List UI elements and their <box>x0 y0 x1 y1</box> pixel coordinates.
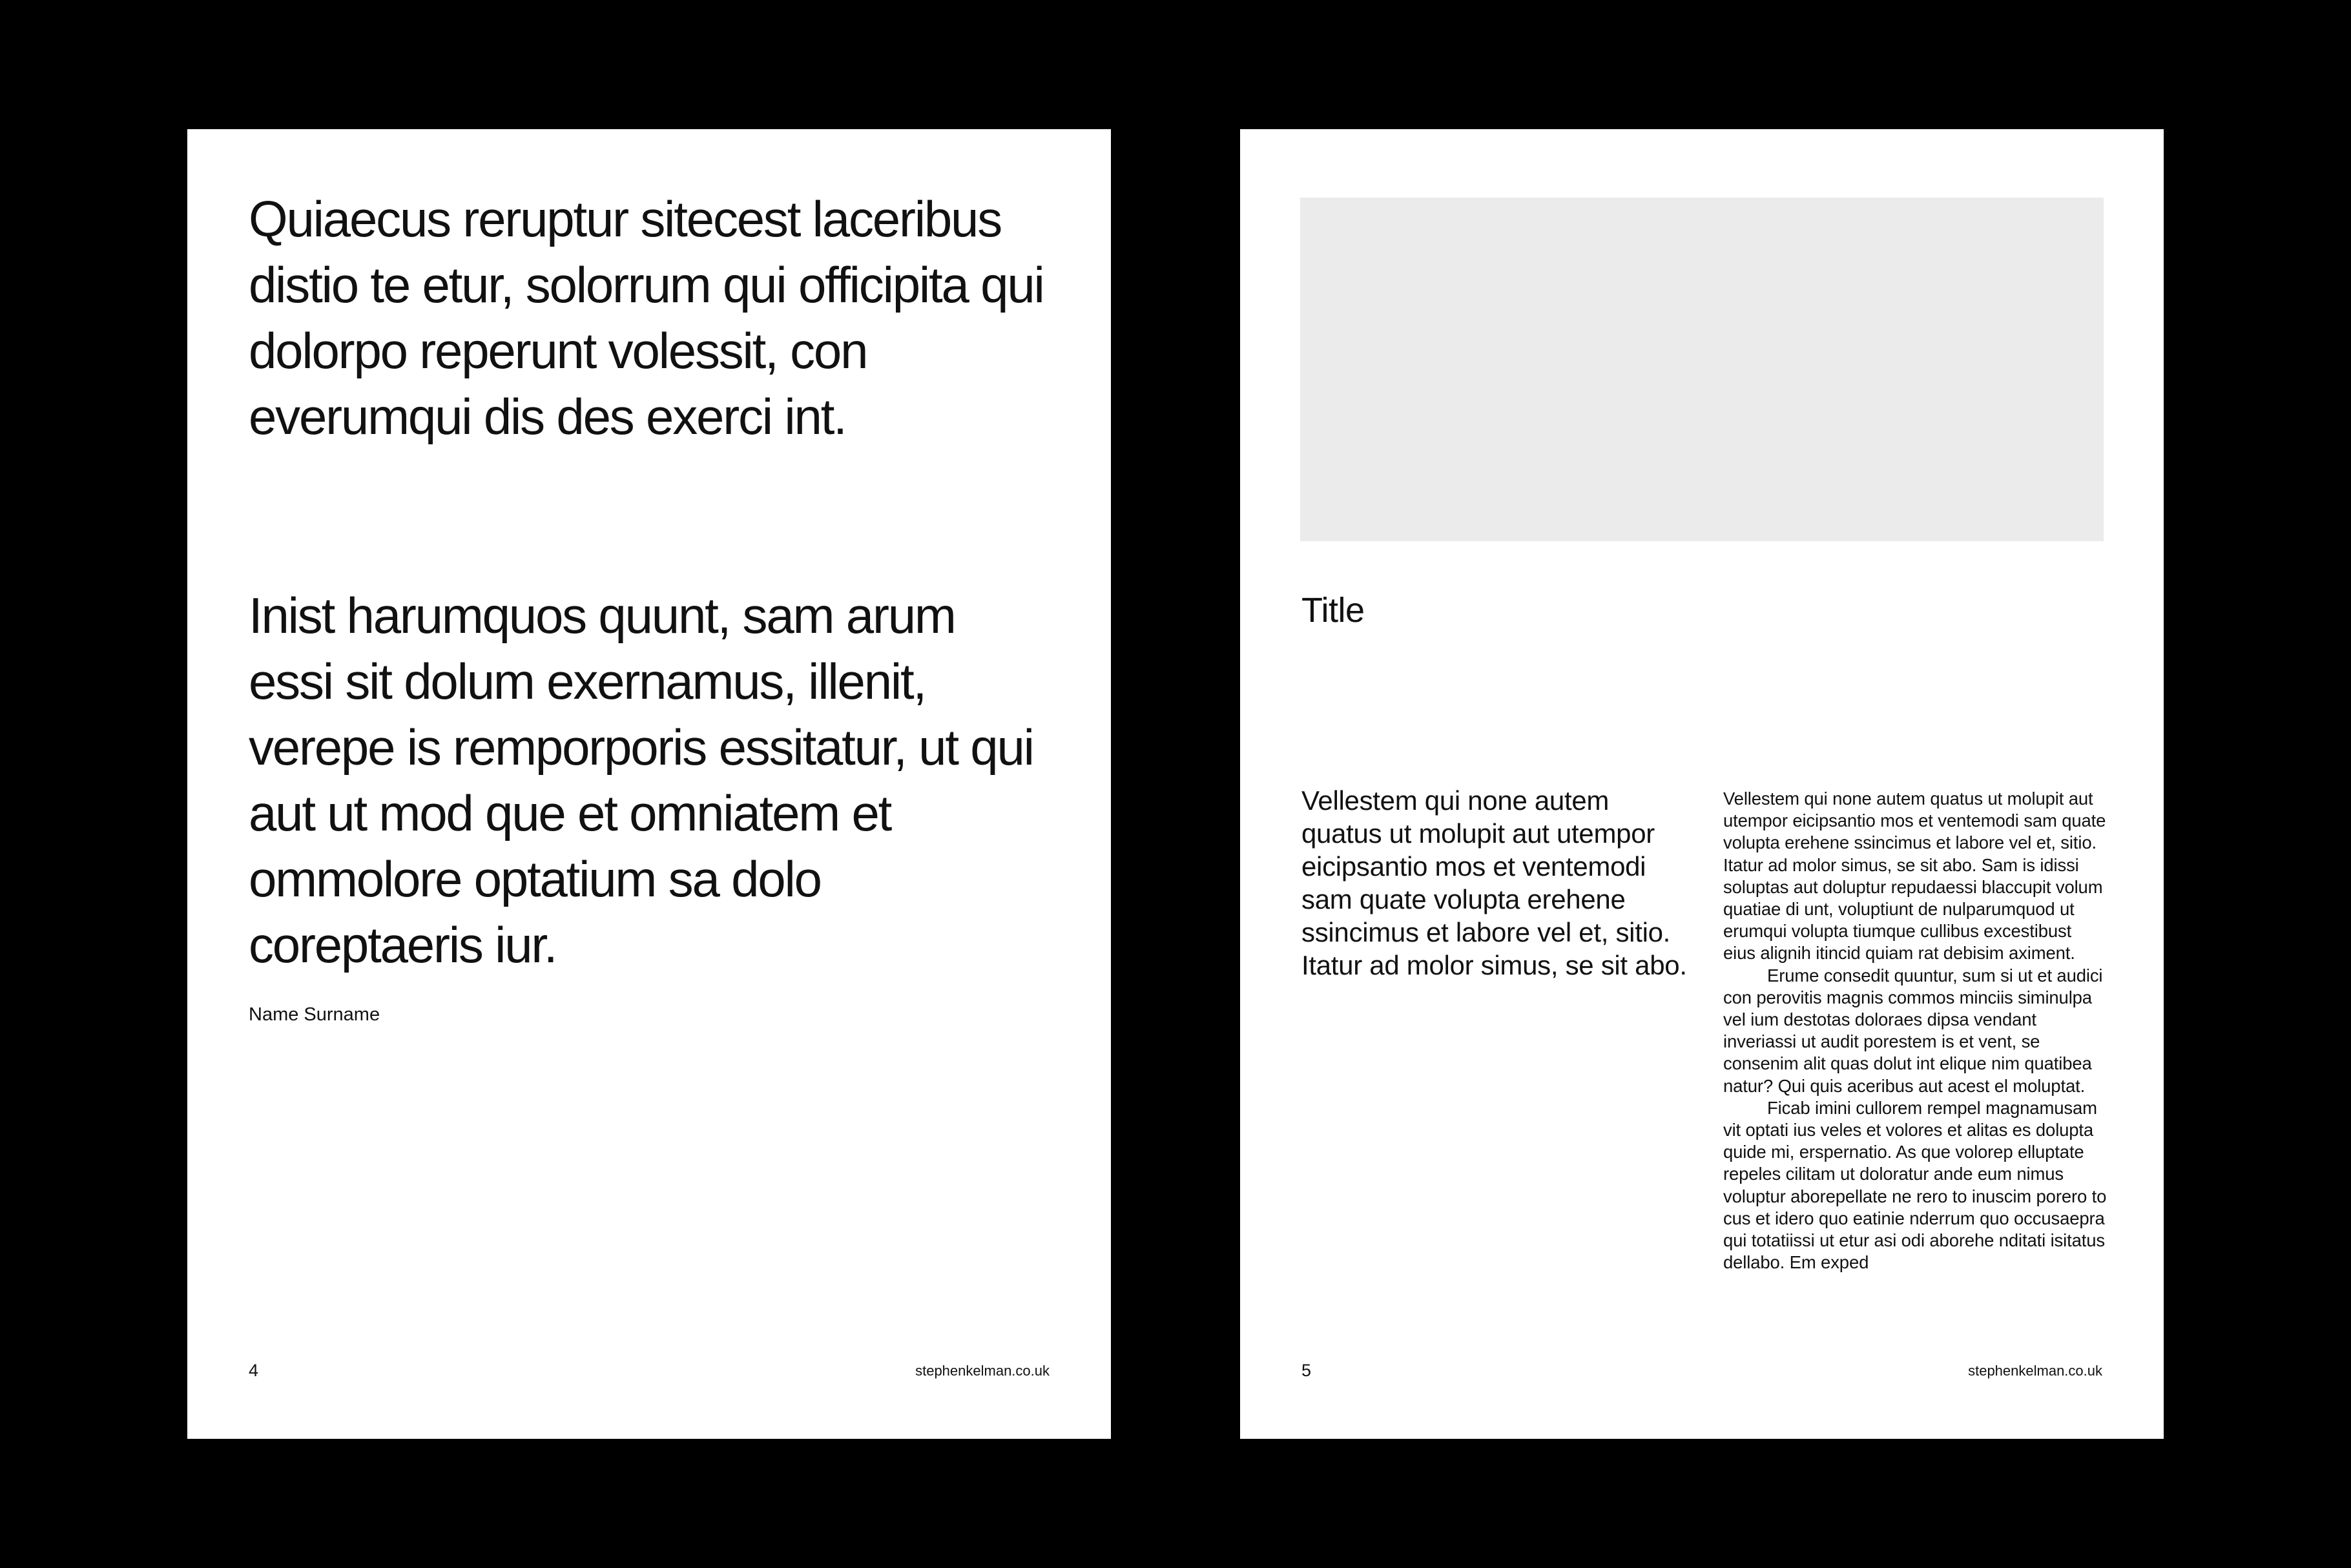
left-page <box>187 129 1111 1439</box>
page-number: 4 <box>249 1361 259 1380</box>
pull-quote-1: Quiaecus reruptur sitecest laceribus distio te etur, solorrum qui officipita qui dolorpo reperunt volessit, con everumqui dis des exerci int. <box>249 191 1044 445</box>
body-paragraph: Ficab imini cullorem rempel magnamusam vit optati ius veles et volores et alitas es dolupta quide mi, erspernatio. As que volorep elluptate repeles cilitam ut doloratur ande eum nimus voluptur aborepellate ne rero to inuscim porero to cus et idero quo eatinie nderrum quo occusaepra qui totatiissi ut etur asi odi aborehe nditati isitatus dellabo. Em exped <box>1723 1097 2107 1273</box>
right-page <box>1240 129 2164 1439</box>
author-name: Name Surname <box>249 1004 380 1025</box>
website-url: stephenkelman.co.uk <box>1968 1363 2102 1379</box>
page-number: 5 <box>1301 1361 1312 1380</box>
pull-quote-2: Inist harumquos quunt, sam arum essi sit dolum exernamus, illenit, verepe is remporporis essitatur, ut qui aut ut mod que et omniatem et ommolore optatium sa dolo coreptaeris iur. <box>249 587 1033 973</box>
body-paragraph: Vellestem qui none autem quatus ut molupit aut utempor eicipsantio mos et ventemodi sam quate volupta erehene ssincimus et labore vel et, sitio. Itatur ad molor simus, se sit abo. Sam is idissi soluptas aut doluptur repudaessi blaccupit volum quatiae di unt, voluptiunt de nulparumquod ut erumqui volupta tiumque cullibus excestibust eius alignih itincid quiam rat debisim aximent. <box>1723 789 2106 964</box>
image-placeholder <box>1300 198 2104 541</box>
intro-paragraph: Vellestem qui none autem quatus ut molupit aut utempor eicipsantio mos et ventemodi sam quate volupta erehene ssincimus et labore vel et, sitio. Itatur ad molor simus, se sit abo. <box>1301 785 1687 980</box>
body-text-column <box>1723 788 2107 1342</box>
body-paragraph: Erume consedit quuntur, sum si ut et audici con perovitis magnis commos minciis siminulpa vel ium destotas doloraes dipsa vendant inveriassi ut audit porestem is et vent, se consenim alit quas dolut int elique nim quatibea natur? Qui quis aceribus aut acest el moluptat. <box>1723 965 2103 1096</box>
section-title: Title <box>1301 591 1365 630</box>
website-url: stephenkelman.co.uk <box>915 1363 1050 1379</box>
